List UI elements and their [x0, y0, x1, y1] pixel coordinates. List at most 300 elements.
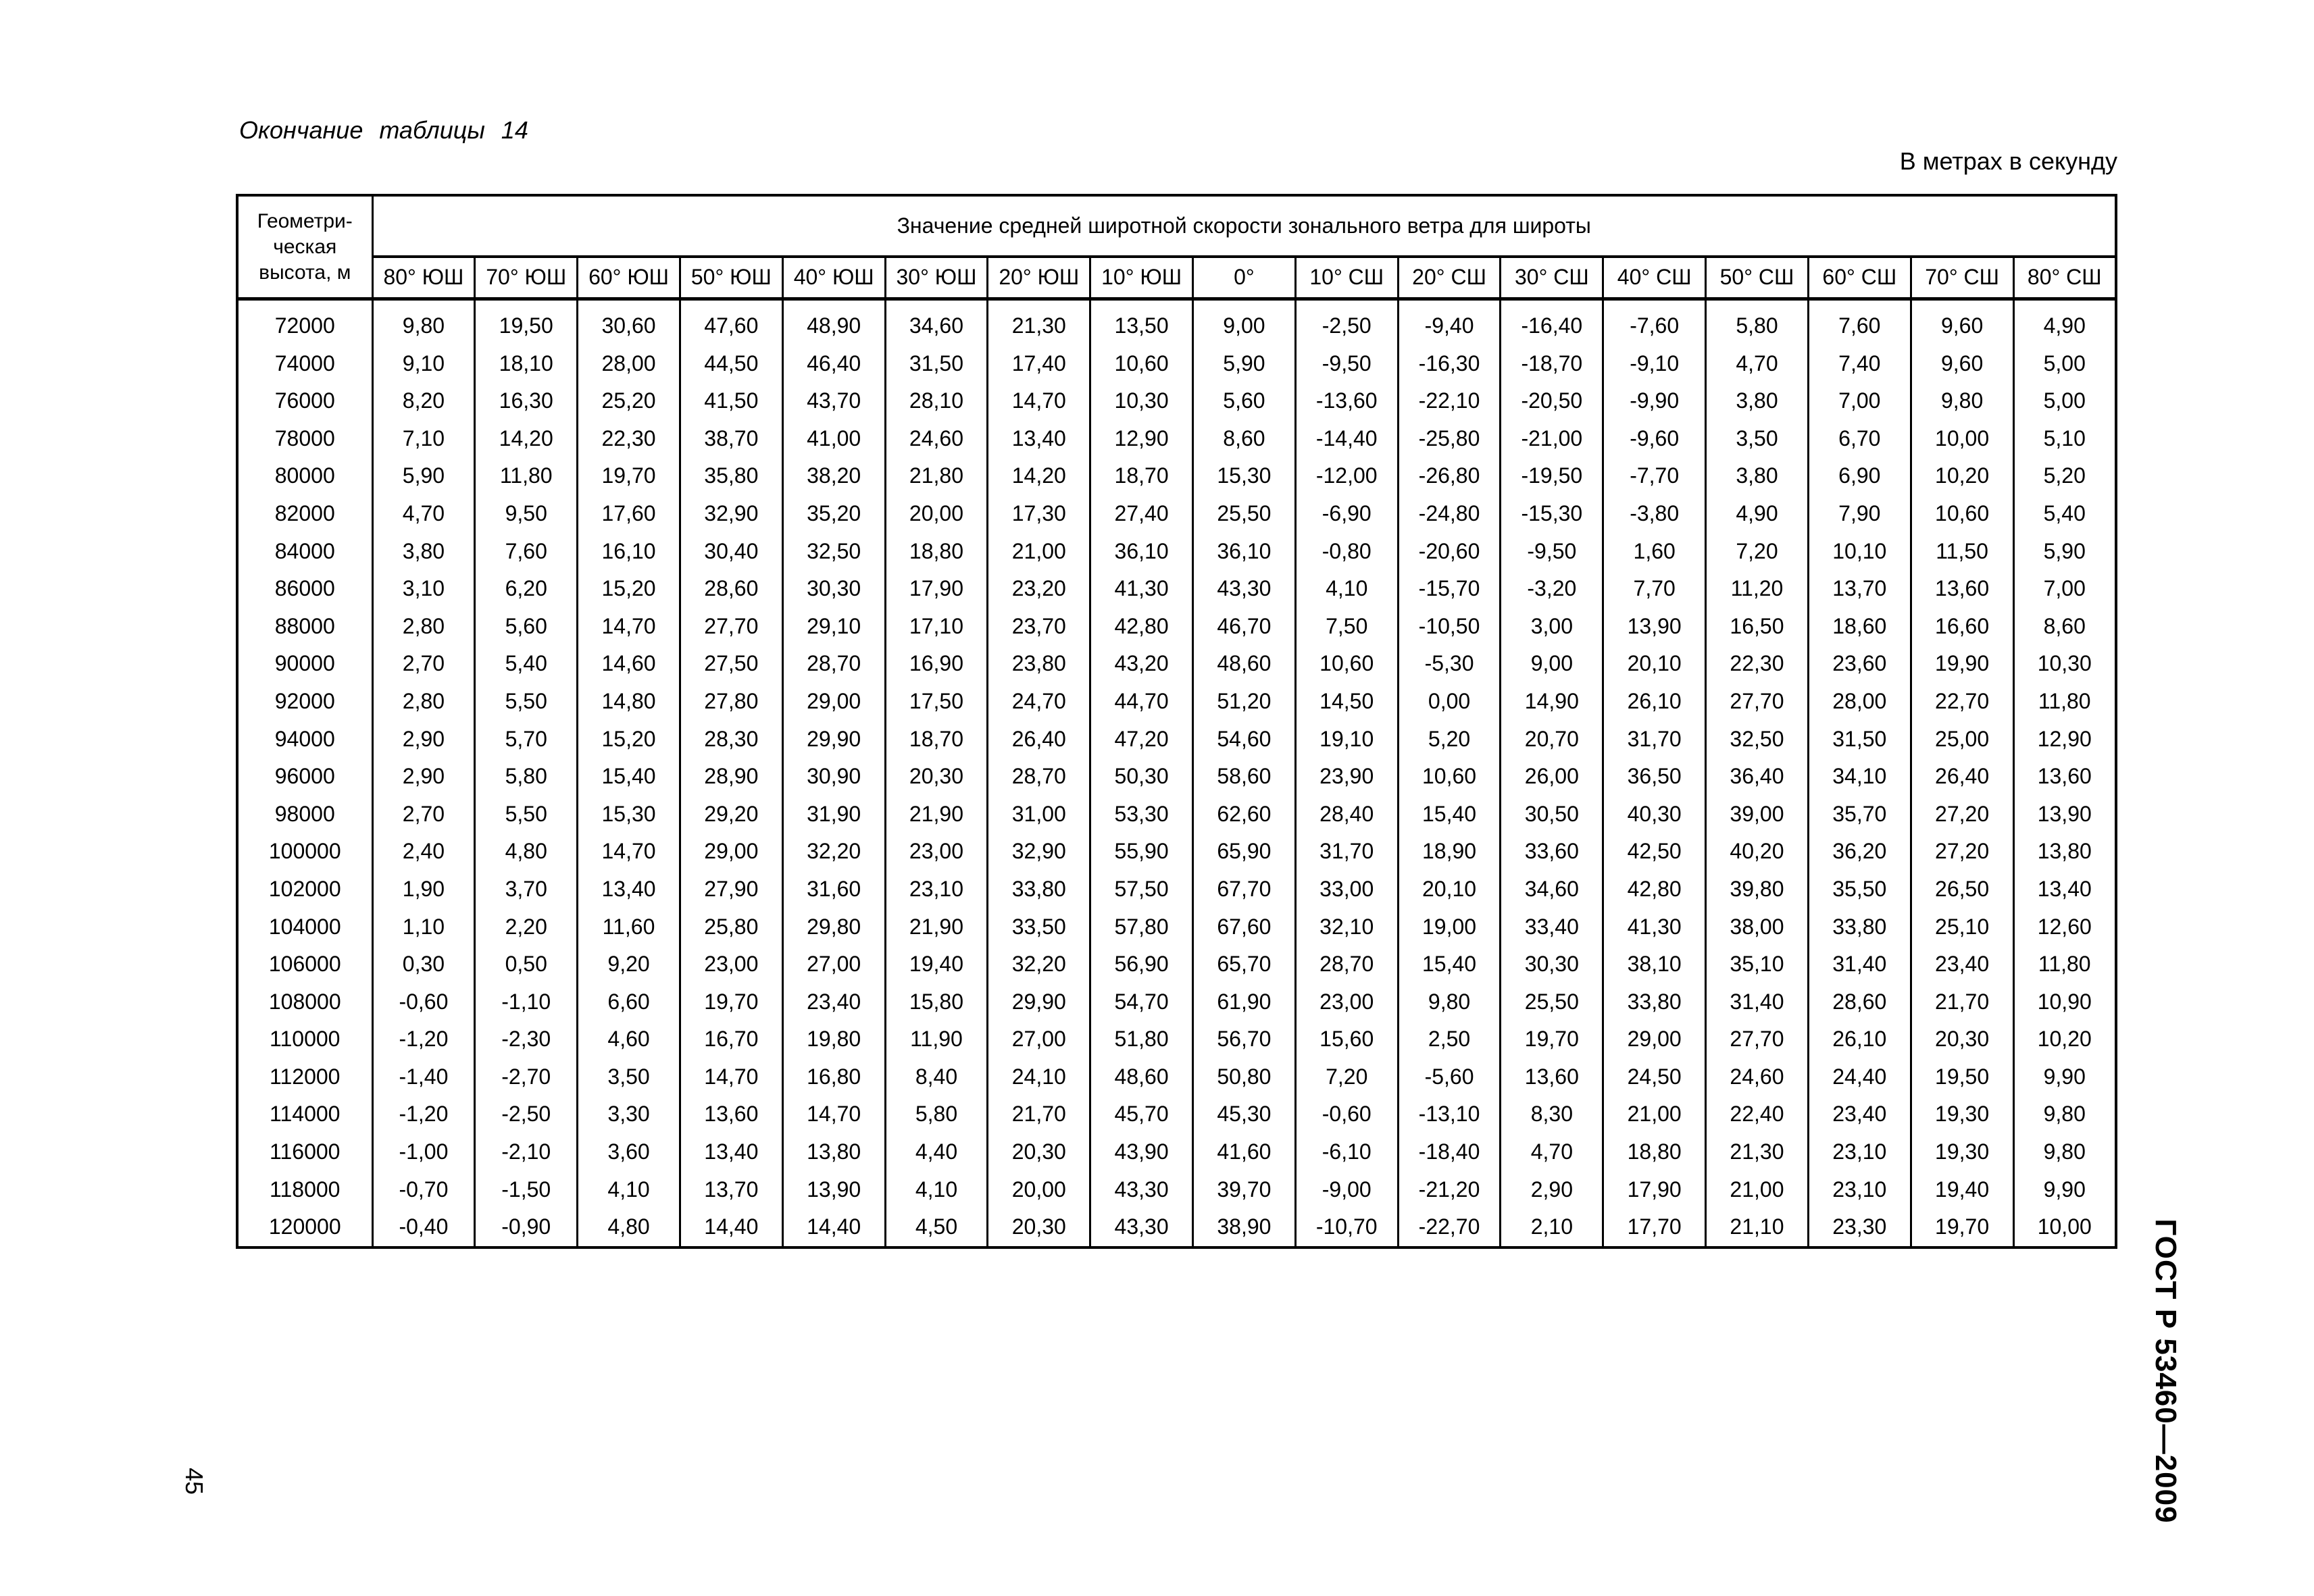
speed-cell: -2,30	[475, 1021, 578, 1058]
speed-cell: 31,90	[782, 796, 885, 833]
speed-cell: 35,50	[1808, 871, 1911, 908]
speed-cell: 43,30	[1090, 1208, 1193, 1247]
speed-cell: 8,20	[372, 382, 475, 420]
speed-cell: 67,70	[1193, 871, 1296, 908]
height-cell: 102000	[237, 871, 372, 908]
speed-cell: 9,00	[1501, 645, 1603, 683]
speed-cell: 10,00	[1911, 420, 2013, 458]
speed-cell: 7,60	[475, 533, 578, 571]
speed-cell: 23,90	[1295, 758, 1398, 796]
speed-cell: -9,00	[1295, 1171, 1398, 1209]
speed-cell: 21,70	[1911, 983, 2013, 1021]
speed-cell: 28,30	[680, 721, 782, 758]
speed-cell: -20,60	[1398, 533, 1501, 571]
height-cell: 96000	[237, 758, 372, 796]
speed-cell: 17,70	[1603, 1208, 1706, 1247]
speed-cell: -2,50	[475, 1096, 578, 1133]
latitude-header-cell: 80° СШ	[2013, 257, 2116, 299]
speed-cell: 17,60	[578, 495, 680, 533]
speed-cell: 23,70	[988, 608, 1090, 646]
speed-cell: 24,60	[1706, 1058, 1809, 1096]
speed-cell: 65,70	[1193, 946, 1296, 983]
speed-cell: 14,70	[782, 1096, 885, 1133]
units-note: В метрах в секунду	[1899, 147, 2117, 175]
height-cell: 88000	[237, 608, 372, 646]
speed-cell: 7,00	[1808, 382, 1911, 420]
speed-cell: -24,80	[1398, 495, 1501, 533]
speed-cell: 21,00	[988, 533, 1090, 571]
speed-cell: 30,90	[782, 758, 885, 796]
table-row	[237, 683, 2116, 721]
latitude-header-cell: 80° ЮШ	[372, 257, 475, 299]
speed-cell: -26,80	[1398, 457, 1501, 495]
speed-cell: 28,00	[578, 345, 680, 383]
height-cell: 108000	[237, 983, 372, 1021]
speed-cell: 9,80	[1911, 382, 2013, 420]
speed-cell: -0,40	[372, 1208, 475, 1247]
speed-cell: 2,50	[1398, 1021, 1501, 1058]
speed-cell: 17,50	[885, 683, 988, 721]
speed-cell: 56,70	[1193, 1021, 1296, 1058]
speed-cell: 10,00	[2013, 1208, 2116, 1247]
table-row	[237, 457, 2116, 495]
page-number: 45	[180, 1467, 208, 1495]
speed-cell: 43,90	[1090, 1133, 1193, 1171]
speed-cell: 4,70	[372, 495, 475, 533]
speed-cell: 0,00	[1398, 683, 1501, 721]
speed-cell: 28,00	[1808, 683, 1911, 721]
speed-cell: 20,10	[1398, 871, 1501, 908]
speed-cell: 5,80	[1706, 299, 1809, 345]
height-cell: 86000	[237, 570, 372, 608]
speed-cell: 12,90	[1090, 420, 1193, 458]
speed-cell: 61,90	[1193, 983, 1296, 1021]
speed-cell: 41,30	[1603, 908, 1706, 946]
speed-cell: 2,80	[372, 683, 475, 721]
speed-cell: -19,50	[1501, 457, 1603, 495]
speed-cell: 18,70	[885, 721, 988, 758]
speed-cell: 2,40	[372, 833, 475, 871]
speed-cell: 29,10	[782, 608, 885, 646]
speed-cell: -1,50	[475, 1171, 578, 1209]
speed-cell: 16,30	[475, 382, 578, 420]
speed-cell: 21,90	[885, 796, 988, 833]
speed-cell: 19,90	[1911, 645, 2013, 683]
speed-cell: -16,30	[1398, 345, 1501, 383]
table-row	[237, 1021, 2116, 1058]
speed-cell: 9,90	[2013, 1058, 2116, 1096]
speed-cell: 23,40	[1808, 1096, 1911, 1133]
speed-cell: 45,30	[1193, 1096, 1296, 1133]
speed-cell: 3,00	[1501, 608, 1603, 646]
speed-cell: 29,80	[782, 908, 885, 946]
speed-cell: 58,60	[1193, 758, 1296, 796]
height-cell: 118000	[237, 1171, 372, 1209]
speed-cell: 24,60	[885, 420, 988, 458]
speed-cell: -1,20	[372, 1096, 475, 1133]
table-row	[237, 946, 2116, 983]
speed-cell: 23,30	[1808, 1208, 1911, 1247]
speed-cell: 32,50	[1706, 721, 1809, 758]
speed-cell: 5,60	[475, 608, 578, 646]
speed-cell: 21,30	[1706, 1133, 1809, 1171]
speed-cell: 28,10	[885, 382, 988, 420]
speed-cell: 13,80	[2013, 833, 2116, 871]
height-header-line: высота, м	[259, 261, 351, 284]
speed-cell: 42,80	[1090, 608, 1193, 646]
speed-cell: 31,50	[885, 345, 988, 383]
speed-cell: 32,90	[988, 833, 1090, 871]
speed-cell: 24,50	[1603, 1058, 1706, 1096]
speed-cell: 6,70	[1808, 420, 1911, 458]
speed-cell: 21,10	[1706, 1208, 1809, 1247]
speed-cell: 28,70	[1295, 946, 1398, 983]
speed-cell: 38,90	[1193, 1208, 1296, 1247]
document-code: ГОСТ Р 53460—2009	[2149, 1218, 2182, 1524]
speed-cell: 11,60	[578, 908, 680, 946]
speed-cell: 32,10	[1295, 908, 1398, 946]
speed-cell: 4,10	[578, 1171, 680, 1209]
speed-cell: 8,30	[1501, 1096, 1603, 1133]
speed-cell: 14,80	[578, 683, 680, 721]
speed-cell: 9,50	[475, 495, 578, 533]
speed-cell: 50,30	[1090, 758, 1193, 796]
speed-cell: 7,90	[1808, 495, 1911, 533]
speed-cell: 13,60	[1501, 1058, 1603, 1096]
speed-cell: 14,20	[475, 420, 578, 458]
speed-cell: 42,50	[1603, 833, 1706, 871]
table-row	[237, 871, 2116, 908]
speed-cell: 36,20	[1808, 833, 1911, 871]
speed-cell: 25,50	[1501, 983, 1603, 1021]
speed-cell: 19,30	[1911, 1096, 2013, 1133]
table-row	[237, 721, 2116, 758]
wind-speed-table	[236, 194, 2117, 1249]
speed-cell: 9,60	[1911, 345, 2013, 383]
height-cell: 72000	[237, 299, 372, 345]
speed-cell: 12,60	[2013, 908, 2116, 946]
speed-cell: 57,50	[1090, 871, 1193, 908]
speed-cell: 31,50	[1808, 721, 1911, 758]
speed-cell: -22,70	[1398, 1208, 1501, 1247]
speed-cell: -1,40	[372, 1058, 475, 1096]
speed-cell: 28,60	[1808, 983, 1911, 1021]
speed-cell: 56,90	[1090, 946, 1193, 983]
table-row	[237, 1208, 2116, 1247]
speed-cell: 34,60	[1501, 871, 1603, 908]
speed-cell: 4,10	[885, 1171, 988, 1209]
speed-cell: 13,40	[680, 1133, 782, 1171]
height-header-line: ческая	[273, 235, 337, 258]
speed-cell: 21,00	[1603, 1096, 1706, 1133]
speed-cell: 44,50	[680, 345, 782, 383]
speed-cell: 14,40	[782, 1208, 885, 1247]
speed-cell: -16,40	[1501, 299, 1603, 345]
height-cell: 76000	[237, 382, 372, 420]
speed-cell: 10,10	[1808, 533, 1911, 571]
speed-cell: 19,70	[680, 983, 782, 1021]
speed-cell: 20,30	[1911, 1021, 2013, 1058]
speed-cell: 19,40	[885, 946, 988, 983]
table-row	[237, 645, 2116, 683]
speed-cell: 5,40	[475, 645, 578, 683]
speed-cell: 38,20	[782, 457, 885, 495]
speed-cell: 57,80	[1090, 908, 1193, 946]
speed-cell: -25,80	[1398, 420, 1501, 458]
speed-cell: 10,60	[1295, 645, 1398, 683]
speed-cell: 25,00	[1911, 721, 2013, 758]
speed-cell: 4,50	[885, 1208, 988, 1247]
speed-cell: 13,40	[988, 420, 1090, 458]
speed-cell: 9,20	[578, 946, 680, 983]
speed-cell: 41,50	[680, 382, 782, 420]
table-row	[237, 533, 2116, 571]
speed-cell: 26,50	[1911, 871, 2013, 908]
speed-cell: 13,90	[782, 1171, 885, 1209]
speed-cell: 2,20	[475, 908, 578, 946]
speed-cell: 7,60	[1808, 299, 1911, 345]
speed-cell: 26,10	[1808, 1021, 1911, 1058]
speed-cell: -22,10	[1398, 382, 1501, 420]
speed-cell: -9,60	[1603, 420, 1706, 458]
speed-cell: -3,80	[1603, 495, 1706, 533]
speed-cell: 9,80	[372, 299, 475, 345]
speed-cell: 40,20	[1706, 833, 1809, 871]
speed-cell: 18,10	[475, 345, 578, 383]
speed-cell: 4,10	[1295, 570, 1398, 608]
speed-cell: 27,80	[680, 683, 782, 721]
speed-cell: 31,70	[1295, 833, 1398, 871]
speed-cell: 3,70	[475, 871, 578, 908]
height-cell: 84000	[237, 533, 372, 571]
speed-cell: 4,80	[578, 1208, 680, 1247]
latitude-header-cell: 70° СШ	[1911, 257, 2013, 299]
speed-cell: 7,20	[1706, 533, 1809, 571]
speed-cell: 28,70	[782, 645, 885, 683]
speed-cell: -2,70	[475, 1058, 578, 1096]
speed-cell: 25,20	[578, 382, 680, 420]
speed-cell: 14,70	[578, 833, 680, 871]
speed-cell: 6,20	[475, 570, 578, 608]
speed-cell: 15,30	[1193, 457, 1296, 495]
table-row	[237, 345, 2116, 383]
speed-cell: 21,00	[1706, 1171, 1809, 1209]
speed-cell: -21,00	[1501, 420, 1603, 458]
speed-cell: 13,70	[680, 1171, 782, 1209]
speed-cell: 6,60	[578, 983, 680, 1021]
speed-cell: 22,30	[578, 420, 680, 458]
speed-cell: 36,40	[1706, 758, 1809, 796]
latitude-header-cell: 60° ЮШ	[578, 257, 680, 299]
speed-cell: 1,90	[372, 871, 475, 908]
speed-cell: -7,70	[1603, 457, 1706, 495]
speed-cell: 15,20	[578, 570, 680, 608]
speed-cell: 8,60	[1193, 420, 1296, 458]
table-row	[237, 758, 2116, 796]
latitude-header-cell: 30° ЮШ	[885, 257, 988, 299]
speed-cell: 46,70	[1193, 608, 1296, 646]
speed-cell: 29,00	[782, 683, 885, 721]
speed-cell: 23,00	[680, 946, 782, 983]
speed-cell: 41,60	[1193, 1133, 1296, 1171]
speed-cell: 11,50	[1911, 533, 2013, 571]
speed-cell: 22,40	[1706, 1096, 1809, 1133]
speed-cell: -14,40	[1295, 420, 1398, 458]
speed-cell: 26,00	[1501, 758, 1603, 796]
speed-cell: 27,70	[680, 608, 782, 646]
speed-cell: 19,50	[1911, 1058, 2013, 1096]
speed-cell: -6,90	[1295, 495, 1398, 533]
speed-cell: 18,90	[1398, 833, 1501, 871]
speed-cell: -13,60	[1295, 382, 1398, 420]
speed-cell: 2,70	[372, 796, 475, 833]
speed-cell: 36,10	[1090, 533, 1193, 571]
speed-cell: 33,40	[1501, 908, 1603, 946]
speed-cell: 43,30	[1193, 570, 1296, 608]
speed-cell: 30,60	[578, 299, 680, 345]
speed-cell: 7,70	[1603, 570, 1706, 608]
height-cell: 80000	[237, 457, 372, 495]
speed-cell: 11,80	[2013, 683, 2116, 721]
speed-cell: 53,30	[1090, 796, 1193, 833]
speed-cell: 19,70	[1501, 1021, 1603, 1058]
height-cell: 104000	[237, 908, 372, 946]
speed-cell: -0,80	[1295, 533, 1398, 571]
speed-cell: 27,50	[680, 645, 782, 683]
speed-cell: 34,10	[1808, 758, 1911, 796]
speed-cell: 41,30	[1090, 570, 1193, 608]
speed-cell: -18,40	[1398, 1133, 1501, 1171]
speed-cell: 24,40	[1808, 1058, 1911, 1096]
speed-cell: 4,60	[578, 1021, 680, 1058]
speed-cell: 17,40	[988, 345, 1090, 383]
speed-cell: 51,80	[1090, 1021, 1193, 1058]
speed-cell: 67,60	[1193, 908, 1296, 946]
table-row	[237, 495, 2116, 533]
speed-cell: 13,60	[1911, 570, 2013, 608]
speed-cell: 43,20	[1090, 645, 1193, 683]
speed-cell: 0,50	[475, 946, 578, 983]
speed-cell: -6,10	[1295, 1133, 1398, 1171]
speed-cell: 9,00	[1193, 299, 1296, 345]
height-cell: 116000	[237, 1133, 372, 1171]
speed-cell: -10,50	[1398, 608, 1501, 646]
speed-cell: 1,60	[1603, 533, 1706, 571]
speed-cell: 6,90	[1808, 457, 1911, 495]
speed-cell: 14,70	[680, 1058, 782, 1096]
speed-cell: 5,20	[1398, 721, 1501, 758]
speed-cell: 20,00	[885, 495, 988, 533]
speed-cell: 10,60	[1090, 345, 1193, 383]
speed-cell: 48,60	[1193, 645, 1296, 683]
speed-cell: 15,40	[1398, 946, 1501, 983]
speed-cell: 4,80	[475, 833, 578, 871]
speed-cell: 23,10	[1808, 1133, 1911, 1171]
speed-cell: 5,90	[372, 457, 475, 495]
height-cell: 90000	[237, 645, 372, 683]
speed-cell: 17,30	[988, 495, 1090, 533]
speed-cell: 48,60	[1090, 1058, 1193, 1096]
speed-cell: 3,80	[372, 533, 475, 571]
speed-cell: 19,00	[1398, 908, 1501, 946]
speed-cell: 31,40	[1706, 983, 1809, 1021]
speed-cell: -2,10	[475, 1133, 578, 1171]
speed-cell: 16,70	[680, 1021, 782, 1058]
speed-cell: 5,60	[1193, 382, 1296, 420]
speed-cell: 13,40	[578, 871, 680, 908]
speed-cell: 24,70	[988, 683, 1090, 721]
speed-cell: 23,20	[988, 570, 1090, 608]
speed-cell: 5,00	[2013, 345, 2116, 383]
speed-cell: 29,90	[988, 983, 1090, 1021]
speed-cell: 36,50	[1603, 758, 1706, 796]
speed-cell: 42,80	[1603, 871, 1706, 908]
latitude-header-cell: 30° СШ	[1501, 257, 1603, 299]
speed-cell: 10,20	[1911, 457, 2013, 495]
table-row	[237, 833, 2116, 871]
speed-cell: 2,90	[372, 721, 475, 758]
speed-cell: 9,60	[1911, 299, 2013, 345]
speed-cell: 4,70	[1706, 345, 1809, 383]
speed-cell: 12,90	[2013, 721, 2116, 758]
speed-cell: -0,60	[1295, 1096, 1398, 1133]
height-cell: 112000	[237, 1058, 372, 1096]
speed-cell: 8,60	[2013, 608, 2116, 646]
speed-cell: 1,10	[372, 908, 475, 946]
speed-cell: 14,70	[578, 608, 680, 646]
speed-cell: 7,40	[1808, 345, 1911, 383]
speed-cell: 28,40	[1295, 796, 1398, 833]
speed-cell: 27,20	[1911, 833, 2013, 871]
speed-cell: 14,20	[988, 457, 1090, 495]
speed-cell: 11,80	[2013, 946, 2116, 983]
speed-cell: -18,70	[1501, 345, 1603, 383]
speed-cell: 10,30	[2013, 645, 2116, 683]
speed-cell: 5,50	[475, 683, 578, 721]
speed-cell: 11,80	[475, 457, 578, 495]
speed-cell: 23,10	[1808, 1171, 1911, 1209]
table-row	[237, 608, 2116, 646]
speed-cell: 31,00	[988, 796, 1090, 833]
speed-cell: 10,90	[2013, 983, 2116, 1021]
speed-cell: -5,60	[1398, 1058, 1501, 1096]
speed-cell: 15,20	[578, 721, 680, 758]
speed-cell: 0,30	[372, 946, 475, 983]
speed-cell: 16,10	[578, 533, 680, 571]
speed-cell: -13,10	[1398, 1096, 1501, 1133]
speed-cell: 15,40	[1398, 796, 1501, 833]
speed-cell: 30,30	[1501, 946, 1603, 983]
speed-cell: 3,50	[578, 1058, 680, 1096]
speed-cell: 14,50	[1295, 683, 1398, 721]
speed-cell: 2,90	[1501, 1171, 1603, 1209]
speed-cell: 14,40	[680, 1208, 782, 1247]
height-column-header	[237, 195, 372, 299]
speed-cell: 9,80	[2013, 1096, 2116, 1133]
speed-cell: 9,10	[372, 345, 475, 383]
speed-cell: 3,80	[1706, 457, 1809, 495]
speed-cell: -9,40	[1398, 299, 1501, 345]
speed-cell: 27,20	[1911, 796, 2013, 833]
speed-cell: -5,30	[1398, 645, 1501, 683]
speed-cell: 5,80	[885, 1096, 988, 1133]
speed-cell: 10,60	[1911, 495, 2013, 533]
speed-cell: 36,10	[1193, 533, 1296, 571]
speed-cell: 28,60	[680, 570, 782, 608]
latitude-header-cell: 50° ЮШ	[680, 257, 782, 299]
speed-cell: 33,50	[988, 908, 1090, 946]
speed-cell: 27,70	[1706, 683, 1809, 721]
